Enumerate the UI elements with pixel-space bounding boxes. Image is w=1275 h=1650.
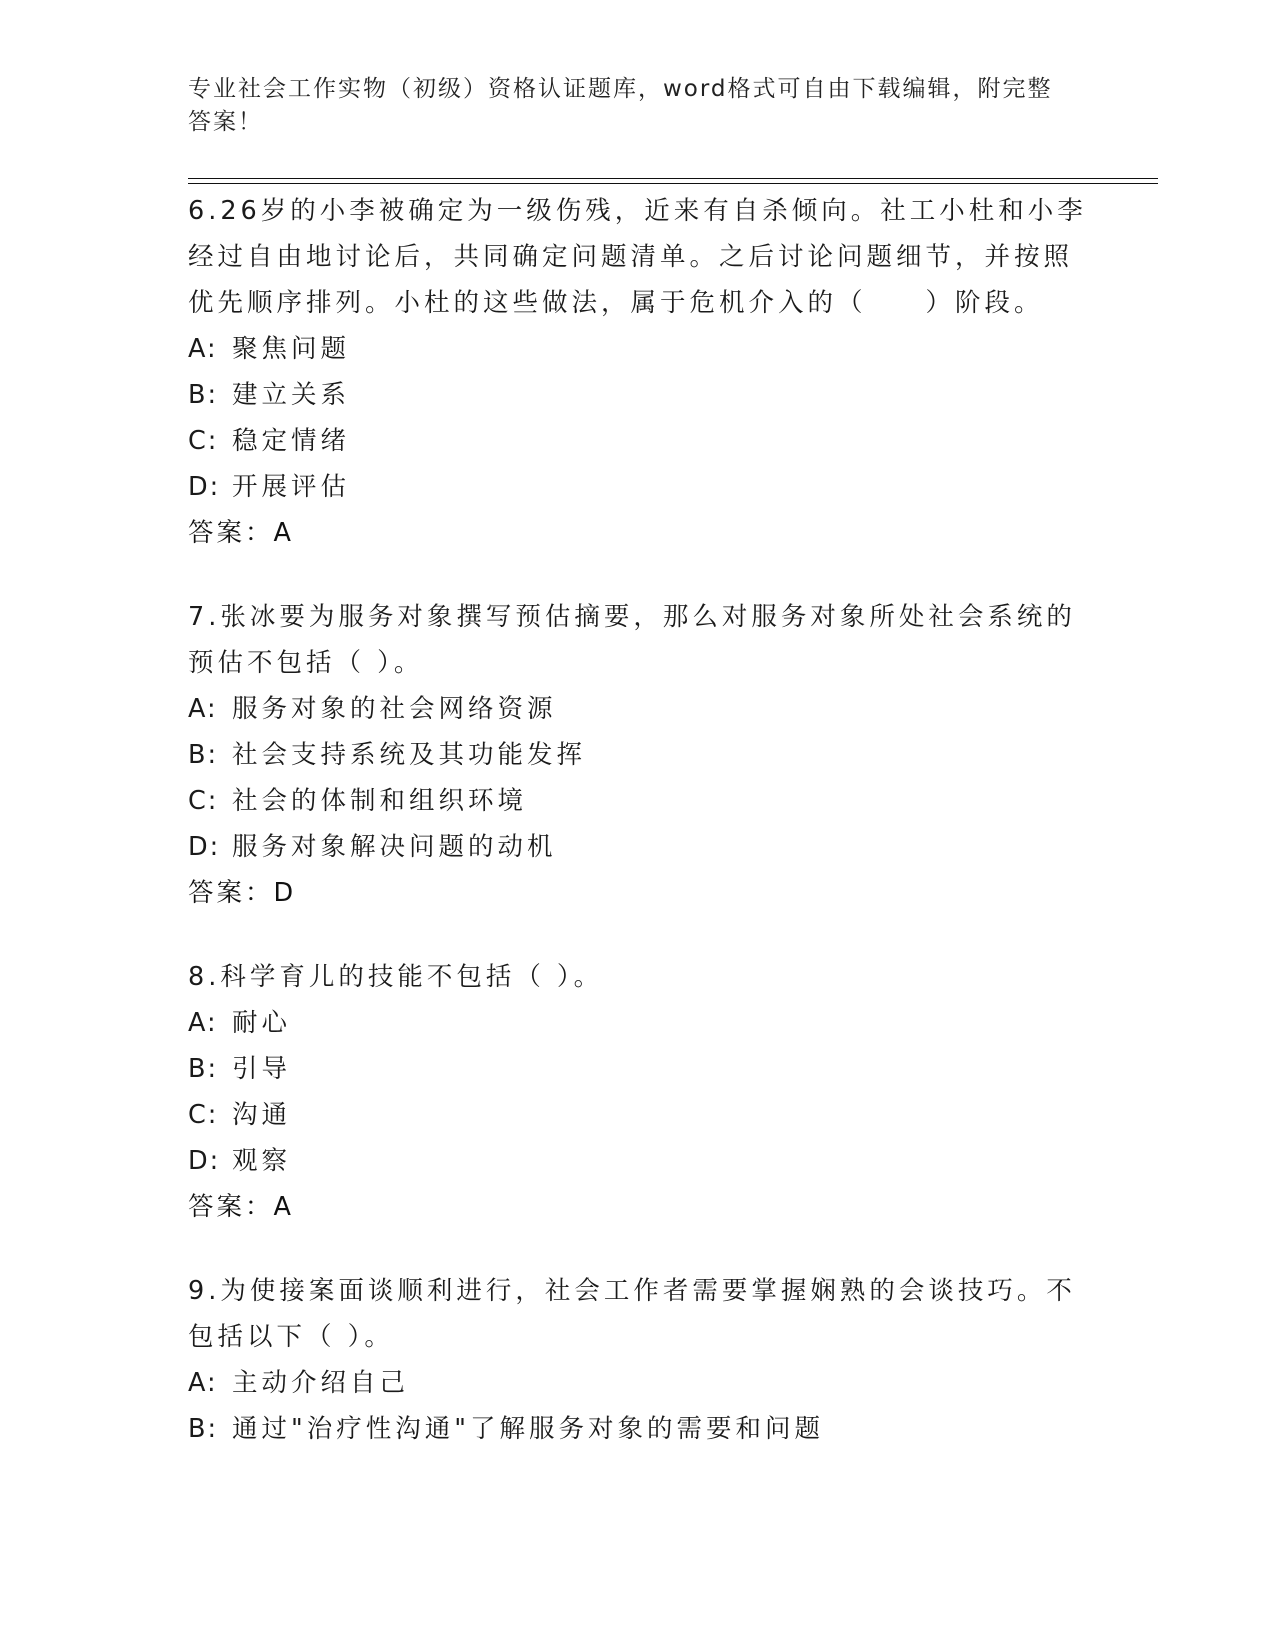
option-b: [188, 1406, 1088, 1452]
answer-value: A: [273, 1192, 291, 1222]
option-text: 通过"治疗性沟通"了解服务对象的需要和问题: [232, 1414, 824, 1444]
option-c: [188, 1092, 1088, 1138]
question-stem: 8.科学育儿的技能不包括（ ）。: [188, 962, 604, 992]
option-b: [188, 732, 1088, 778]
option-letter: D:: [188, 832, 221, 862]
answer: [188, 870, 1088, 916]
option-c: [188, 418, 1088, 464]
option-d: [188, 464, 1088, 510]
option-text: 服务对象解决问题的动机: [232, 832, 557, 862]
option-text: 耐心: [232, 1008, 292, 1038]
option-text: 建立关系: [232, 380, 351, 410]
option-text: 稳定情绪: [232, 426, 351, 456]
question-9: [188, 1268, 1088, 1452]
option-a: [188, 1000, 1088, 1046]
option-d: [188, 824, 1088, 870]
option-a: [188, 326, 1088, 372]
answer-label: 答案：: [188, 1192, 274, 1222]
option-a: [188, 1360, 1088, 1406]
option-c: [188, 778, 1088, 824]
option-letter: B:: [188, 1054, 219, 1084]
option-letter: D:: [188, 472, 221, 502]
option-letter: D:: [188, 1146, 221, 1176]
question-6: [188, 188, 1088, 556]
option-text: 社会支持系统及其功能发挥: [232, 740, 587, 770]
answer-label: 答案：: [188, 878, 274, 908]
header-divider-bottom: [188, 183, 1158, 184]
option-letter: A:: [188, 334, 218, 364]
option-letter: B:: [188, 740, 219, 770]
option-letter: A:: [188, 1368, 218, 1398]
option-text: 聚焦问题: [232, 334, 351, 364]
option-text: 引导: [232, 1054, 292, 1084]
option-a: [188, 686, 1088, 732]
question-stem: 6.26岁的小李被确定为一级伤残，近来有自杀倾向。社工小杜和小李经过自由地讨论后，共同确定问题清单。之后讨论问题细节，并按照优先顺序排列。小杜的这些做法，属于危机介入的（ ）阶段。: [188, 196, 1087, 318]
option-letter: A:: [188, 1008, 218, 1038]
option-letter: C:: [188, 426, 219, 456]
answer: [188, 510, 1088, 556]
option-letter: B:: [188, 1414, 219, 1444]
option-b: [188, 1046, 1088, 1092]
option-letter: B:: [188, 380, 219, 410]
question-stem: 9.为使接案面谈顺利进行，社会工作者需要掌握娴熟的会谈技巧。不包括以下（ ）。: [188, 1276, 1076, 1352]
option-letter: C:: [188, 786, 219, 816]
option-letter: C:: [188, 1100, 219, 1130]
question-7: [188, 594, 1088, 916]
header-divider-top: [188, 178, 1158, 179]
question-8: [188, 954, 1088, 1230]
option-text: 开展评估: [232, 472, 351, 502]
answer-value: D: [273, 878, 294, 908]
option-d: [188, 1138, 1088, 1184]
option-text: 服务对象的社会网络资源: [232, 694, 557, 724]
question-list: [188, 188, 1088, 1490]
option-text: 沟通: [232, 1100, 292, 1130]
question-stem: 7.张冰要为服务对象撰写预估摘要，那么对服务对象所处社会系统的预估不包括（ ）。: [188, 602, 1076, 678]
option-letter: A:: [188, 694, 218, 724]
option-text: 主动介绍自己: [232, 1368, 410, 1398]
option-b: [188, 372, 1088, 418]
answer-value: A: [273, 518, 291, 548]
document-header: 专业社会工作实物（初级）资格认证题库，word格式可自由下载编辑，附完整答案！: [188, 76, 1053, 135]
option-text: 社会的体制和组织环境: [232, 786, 528, 816]
answer: [188, 1184, 1088, 1230]
answer-label: 答案：: [188, 518, 274, 548]
option-text: 观察: [232, 1146, 292, 1176]
